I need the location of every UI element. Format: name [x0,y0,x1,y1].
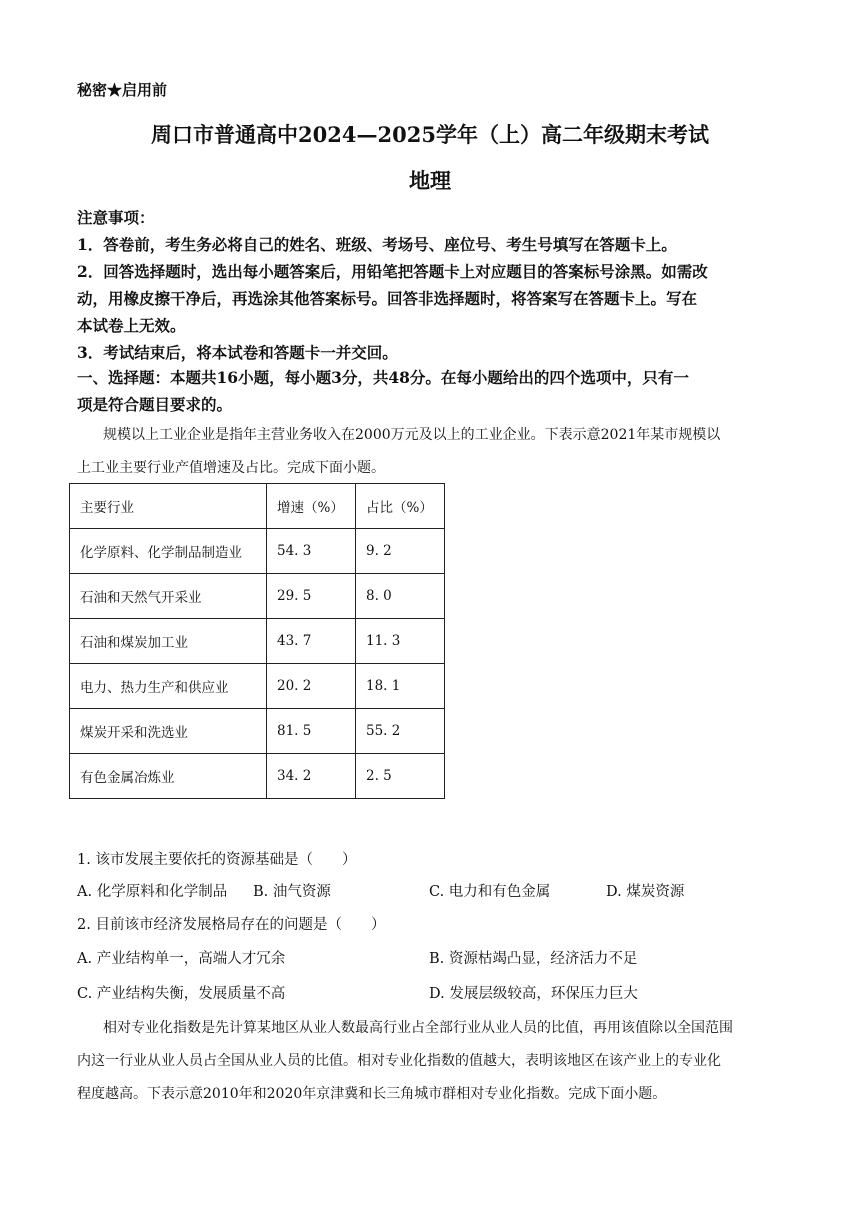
table-row [70,529,445,574]
passage-1-line-2: 上工业主要行业产值增速及占比。完成下面小题。 [77,460,385,476]
confidential-label: 秘密★启用前 [77,81,168,99]
question-2-option-c[interactable]: C. 产业结构失衡，发展质量不高 [77,986,286,1002]
section-heading-line-2: 项是符合题目要求的。 [77,395,233,414]
table-cell: 55. 2 [356,709,445,754]
table-cell: 11. 3 [356,619,445,664]
question-2-option-b[interactable]: B. 资源枯竭凸显，经济活力不足 [429,951,638,967]
table-cell: 54. 3 [267,529,356,574]
table-cell: 43. 7 [267,619,356,664]
question-1-option-c[interactable]: C. 电力和有色金属 [429,884,551,900]
question-1-option-b[interactable]: B. 油气资源 [253,884,331,900]
question-1-option-d[interactable]: D. 煤炭资源 [606,884,685,900]
passage-2-line-1: 相对专业化指数是先计算某地区从业人数最高行业占全部行业从业人员的比值，再用该值除以全国范围 [103,1020,733,1036]
question-1-stem: 1. 该市发展主要依托的资源基础是（ ） [77,852,357,868]
passage-2-line-3: 程度越高。下表示意2010年和2020年京津冀和长三角城市群相对专业化指数。完成下面小题。 [77,1086,667,1102]
notes-item-2-line-1: 2．回答选择题时，选出每小题答案后，用铅笔把答题卡上对应题目的答案标号涂黑。如需改 [77,262,708,281]
passage-2-line-2: 内这一行业从业人员占全国从业人员的比值。相对专业化指数的值越大，表明该地区在该产业上的专业化 [77,1053,721,1069]
subject-title: 地理 [409,168,451,193]
question-1-option-a[interactable]: A. 化学原料和化学制品 [77,884,228,900]
table-cell: 石油和天然气开采业 [70,574,267,619]
table-row [70,619,445,664]
notes-item-2-line-3: 本试卷上无效。 [77,316,186,335]
question-2-option-a[interactable]: A. 产业结构单一，高端人才冗余 [77,951,286,967]
table-cell: 81. 5 [267,709,356,754]
table-cell: 29. 5 [267,574,356,619]
table-cell: 8. 0 [356,574,445,619]
passage-1-line-1: 规模以上工业企业是指年主营业务收入在2000万元及以上的工业企业。下表示意2021年某市规模以 [103,427,721,443]
section-heading-line-1: 一、选择题：本题共16小题，每小题3分，共48分。在每小题给出的四个选项中，只有一 [77,368,689,387]
industry-table [69,483,445,799]
table-cell: 18. 1 [356,664,445,709]
table-cell: 2. 5 [356,754,445,799]
notes-item-3: 3．考试结束后，将本试卷和答题卡一并交回。 [77,343,398,362]
table-cell: 煤炭开采和洗选业 [70,709,267,754]
table-row [70,709,445,754]
notes-item-1: 1．答卷前，考生务必将自己的姓名、班级、考场号、座位号、考生号填写在答题卡上。 [77,235,677,254]
table-row [70,664,445,709]
table-cell: 9. 2 [356,529,445,574]
table-header-cell: 主要行业 [70,484,267,529]
exam-title: 周口市普通高中2024—2025学年（上）高二年级期末考试 [151,122,709,147]
table-cell: 电力、热力生产和供应业 [70,664,267,709]
table-header-row [70,484,445,529]
table-header-cell: 增速（%） [267,484,356,529]
table-row [70,754,445,799]
table-header-cell: 占比（%） [356,484,445,529]
table-cell: 34. 2 [267,754,356,799]
question-2-option-d[interactable]: D. 发展层级较高，环保压力巨大 [429,986,638,1002]
table-cell: 20. 2 [267,664,356,709]
table-cell: 有色金属冶炼业 [70,754,267,799]
table-cell: 石油和煤炭加工业 [70,619,267,664]
table-cell: 化学原料、化学制品制造业 [70,529,267,574]
question-2-stem: 2. 目前该市经济发展格局存在的问题是（ ） [77,917,386,933]
notes-item-2-line-2: 动，用橡皮擦干净后，再选涂其他答案标号。回答非选择题时，将答案写在答题卡上。写在 [77,289,698,308]
notes-heading: 注意事项： [77,208,155,227]
table-row [70,574,445,619]
